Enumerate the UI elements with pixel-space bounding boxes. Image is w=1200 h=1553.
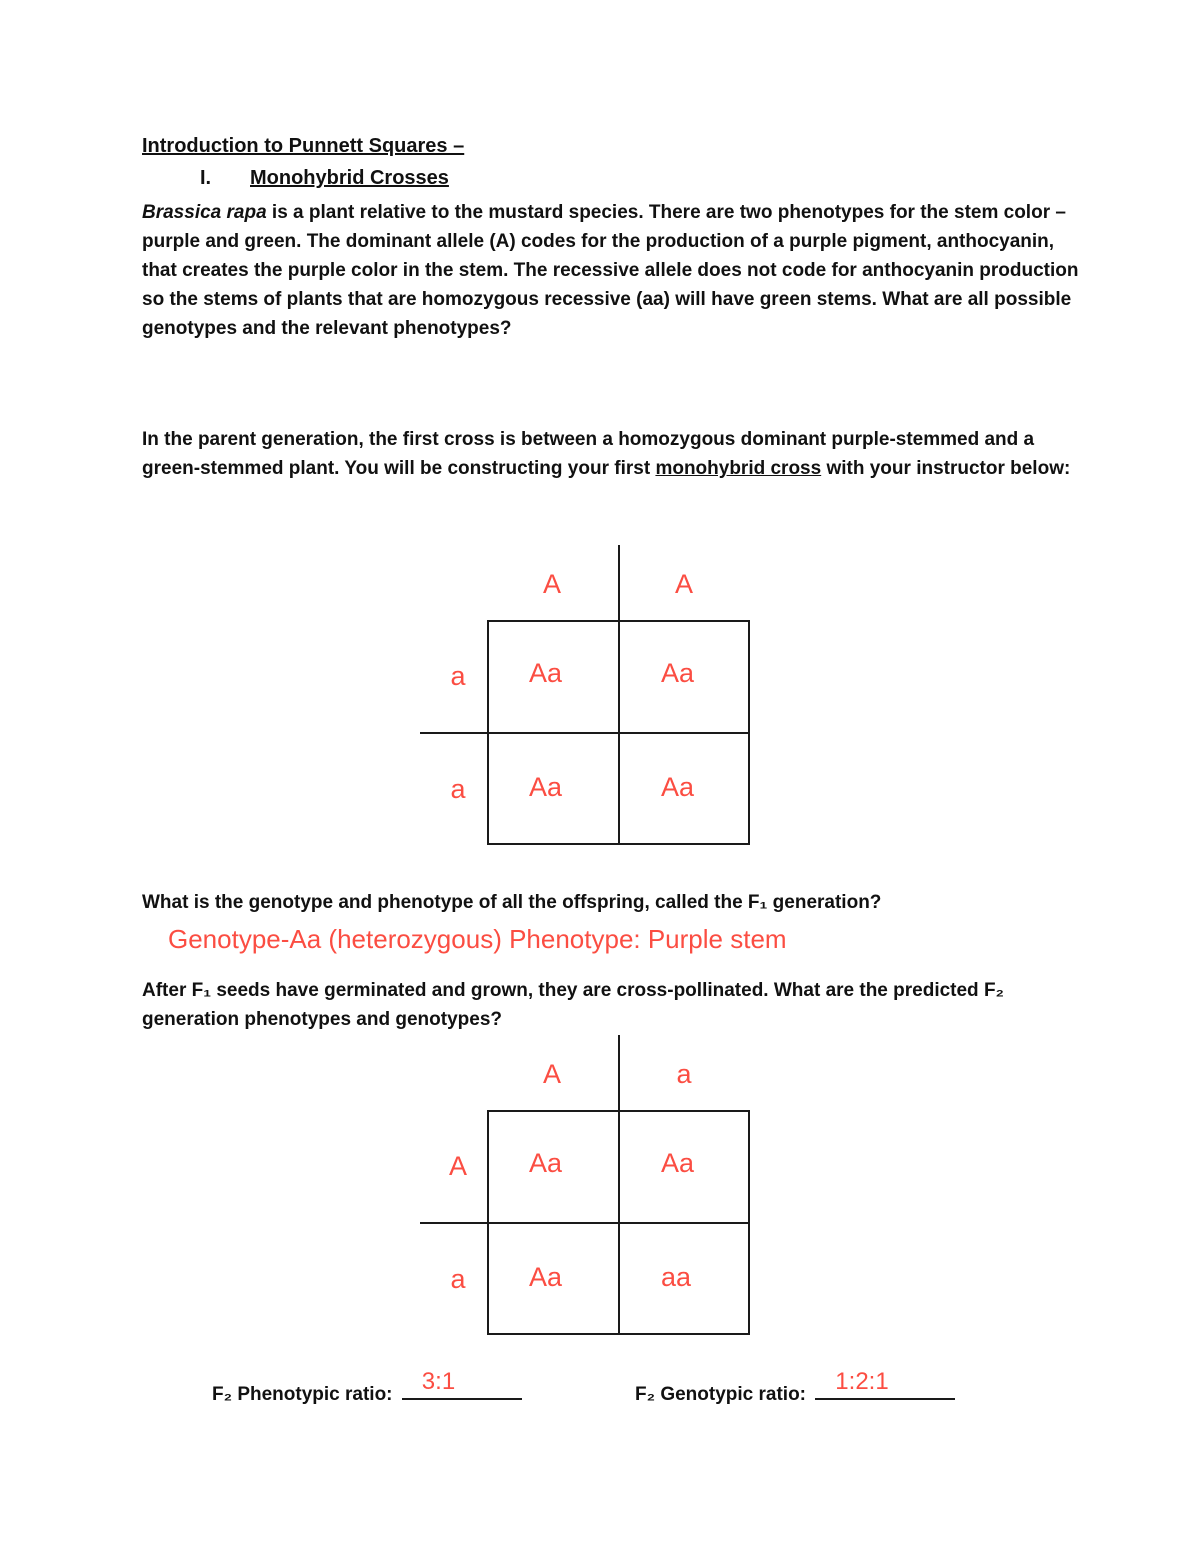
punnett-cell: Aa [529,772,563,802]
allele-column-header: A [542,1059,561,1089]
parent-generation-term: parent generation [197,429,359,450]
f1-question: What is the genotype and phenotype of all the offspring, called the F₁ generation? [142,892,882,913]
phenotypic-ratio-label: F₂ Phenotypic ratio: [212,1384,393,1405]
phenotypic-ratio-field [212,1368,522,1406]
page-title-text: Introduction to Punnett Squares – [142,135,465,157]
phenotypic-ratio-answer: 3:1 [421,1368,456,1395]
punnett-square-f2 [420,1035,750,1335]
section-title: Monohybrid Crosses [250,167,449,189]
parent-paragraph-part1: In the [142,429,198,450]
allele-column-header: A [674,569,693,599]
section-heading [200,167,449,190]
phenotypic-ratio-blank [402,1368,522,1400]
parent-paragraph-part3: , the first cross is between a homozygous dominant purple-stemmed and a green-stemmed plant. You will be constructing your first [142,429,1035,479]
punnett-cell: Aa [529,1262,563,1292]
allele-row-header: A [448,1151,467,1181]
punnett-grid-border [487,1110,750,1335]
allele-column-header: A [542,569,561,599]
f2-paragraph: After F₁ seeds have germinated and grown, they are cross-pollinated. What are the predicted F₂ generation phenotypes and genotypes? [142,980,1004,1030]
page-title [142,135,464,158]
punnett-grid-border [487,620,750,845]
intro-paragraph-text: is a plant relative to the mustard species. There are two phenotypes for the stem color – purple and green. The dominant allele (A) codes for the production of a purple pigment, anthocyanin, that creates the purple color in the stem. The recessive allele does not code for anthocyanin production so the stems of plants that are homozygous recessive (aa) will have green stems. What are all possible genotypes and the relevant phenotypes? [142,202,1079,339]
genotypic-ratio-blank [815,1368,955,1400]
punnett-cell: Aa [661,772,695,802]
genotypic-ratio-label: F₂ Genotypic ratio: [635,1384,807,1405]
allele-row-header: a [450,661,466,691]
species-name: Brassica rapa [142,202,267,223]
parent-generation-paragraph [142,425,1082,483]
f1-answer: Genotype-Aa (heterozygous) Phenotype: Purple stem [168,924,787,954]
allele-row-header: a [450,1264,466,1294]
parent-paragraph-part5: with your instructor below: [821,458,1071,479]
punnett-cell: Aa [661,1148,695,1178]
punnett-cell: aa [661,1262,692,1292]
allele-column-header: a [676,1059,692,1089]
intro-paragraph [142,198,1082,343]
punnett-cell: Aa [529,658,563,688]
punnett-square-f1 [420,545,750,845]
punnett-cell: Aa [529,1148,563,1178]
genotypic-ratio-answer: 1:2:1 [835,1368,889,1395]
section-number: I. [200,167,212,189]
punnett-cell: Aa [661,658,695,688]
monohybrid-cross-term: monohybrid cross [655,458,822,479]
genotypic-ratio-field [635,1368,955,1406]
allele-row-header: a [450,774,466,804]
